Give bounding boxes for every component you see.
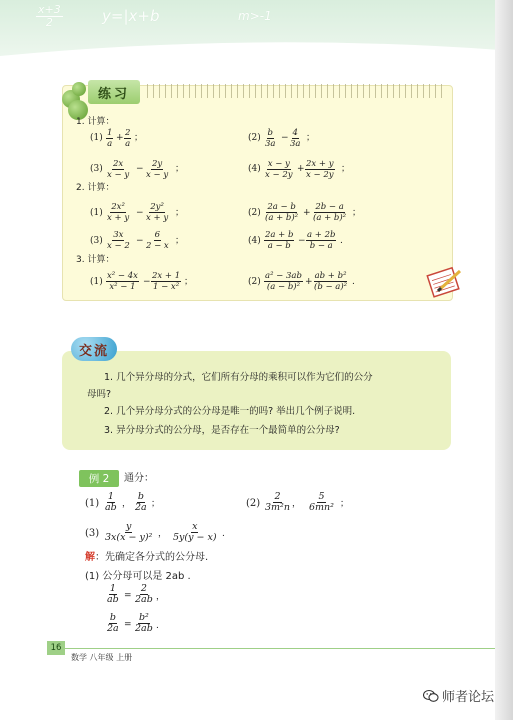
- footer-book-title: 数学 八年级 上册: [71, 653, 133, 662]
- banner-wave: [0, 38, 500, 68]
- q3-1-frac-b: $\frac{2x + 1}{\text{1 − x²}}$: [152, 271, 181, 292]
- q3-2-frac-a: $\frac{\text{a² − 3ab}}{\text{(a − b)²}}$: [265, 271, 302, 292]
- discussion-item-3: 3. 异分母分式的公分母，是否存在一个最简单的公分母?: [104, 425, 340, 436]
- exercise-badge: 练习: [88, 80, 140, 104]
- q1-4-end: ；: [341, 164, 351, 174]
- wechat-icon: [423, 689, 439, 703]
- q1-2-end: ；: [306, 133, 316, 143]
- ex2-1-semi: ；: [151, 499, 161, 509]
- ex2-r2-eq: =: [124, 620, 132, 630]
- q2-3-index: (3): [90, 236, 103, 246]
- discussion-item-1: 1. 几个异分母的分式，它们所有分母的乘积可以作为它们的公分: [104, 372, 373, 383]
- ex2-3-index: (3): [85, 528, 100, 539]
- q3-1-frac-a: $\frac{\text{x² − 4x}}{\text{x² − 1}}$: [107, 271, 138, 292]
- q2-4-op: −: [298, 236, 306, 246]
- q3-2-end: .: [352, 277, 355, 287]
- page-edge: [495, 0, 513, 720]
- q2-2-end: ；: [352, 208, 362, 218]
- ex2-2-comma: ，: [292, 499, 302, 509]
- q1-1-frac-a: $\frac{1}{a}$: [107, 128, 113, 149]
- discussion-badge: 交流: [71, 337, 117, 361]
- ex2-r1-end: ，: [156, 592, 166, 602]
- q1-2-index: (2): [248, 133, 261, 143]
- ex2-1-frac-b: $\frac{b}{2a}$: [135, 491, 147, 513]
- q1-label: 1. 计算：: [76, 117, 115, 127]
- ex2-2-semi: ；: [340, 499, 350, 509]
- exercise-ruler-decoration: [142, 84, 447, 98]
- ex2-r2-frac-b: $\frac{\text{b²}}{2ab}$: [135, 612, 153, 634]
- q3-2-frac-b: $\frac{\text{ab + b²}}{\text{(b − a)²}}$: [314, 271, 348, 292]
- ex2-r1-eq: =: [124, 591, 132, 601]
- q2-3-end: ；: [175, 236, 185, 246]
- q2-4-frac-a: $\frac{2a + b}{a - b}$: [265, 230, 294, 251]
- q2-3-frac-a: $\frac{3x}{x - 2}$: [107, 230, 130, 251]
- q3-2-index: (2): [248, 277, 261, 287]
- q2-2-index: (2): [248, 208, 261, 218]
- q3-1-op: −: [143, 277, 151, 287]
- discussion-item-1-cont: 母吗?: [87, 389, 112, 400]
- q1-4-op: +: [297, 164, 305, 174]
- ex2-2-index: (2): [246, 498, 261, 509]
- q1-2-frac-a: $\frac{b}{3a}$: [265, 128, 276, 149]
- q2-1-end: ；: [175, 208, 185, 218]
- green-ball-icon: [72, 82, 86, 96]
- q3-1-index: (1): [90, 277, 103, 287]
- q3-2-op: +: [305, 277, 313, 287]
- exercise-box: [62, 85, 453, 301]
- q3-label: 3. 计算：: [76, 255, 115, 265]
- q2-2-frac-b: $\frac{2b - a}{\text{(a + b)²}}$: [313, 202, 347, 223]
- ex2-3-frac-b: $\frac{x}{5y(y - x)}$: [173, 521, 217, 543]
- q1-3-frac-a: $\frac{2x}{x - y}$: [107, 159, 130, 180]
- notepad-pencil-icon: [424, 265, 464, 299]
- discussion-item-2: 2. 几个异分母分式的公分母是唯一的吗? 举出几个例子说明.: [104, 406, 356, 417]
- example-badge: 例 2: [79, 470, 119, 487]
- ex2-2-frac-b: $\frac{5}{\text{6mn²}}$: [309, 491, 334, 513]
- q2-4-index: (4): [248, 236, 261, 246]
- watermark: [423, 686, 494, 705]
- q2-2-frac-a: $\frac{2a - b}{\text{(a + b)²}}$: [265, 202, 299, 223]
- ex2-3-dot: .: [222, 529, 225, 539]
- handwritten-inequality: m>-1: [238, 9, 272, 23]
- q2-3-op: −: [136, 236, 144, 246]
- q1-4-index: (4): [248, 164, 261, 174]
- q1-4-frac-a: $\frac{x - y}{x - 2y}$: [265, 159, 293, 180]
- q2-4-end: .: [340, 236, 343, 246]
- footer-rule: [65, 648, 495, 649]
- q2-3-frac-b: $\frac{6}{2 - x}$: [146, 230, 169, 251]
- ex2-r1-frac-b: $\frac{2}{2ab}$: [135, 583, 153, 605]
- q1-1-index: (1): [90, 133, 103, 143]
- ex2-r1-frac-a: $\frac{1}{ab}$: [107, 583, 119, 605]
- handwritten-fraction: x+3 2: [38, 3, 61, 29]
- q1-3-frac-b: $\frac{2y}{x - y}$: [146, 159, 169, 180]
- ex2-r2-frac-a: $\frac{b}{2a}$: [107, 612, 119, 634]
- q1-2-frac-b: $\frac{4}{3a}$: [290, 128, 301, 149]
- ex2-3-frac-a: $\frac{y}{\text{3x(x − y)²}}$: [105, 521, 153, 543]
- ex2-1-comma: ，: [122, 499, 132, 509]
- q2-1-frac-b: $\frac{\text{2y²}}{x + y}$: [146, 202, 169, 223]
- q1-1-op: +: [116, 133, 124, 143]
- q2-1-index: (1): [90, 208, 103, 218]
- q2-2-op: +: [303, 208, 311, 218]
- q2-label: 2. 计算：: [76, 183, 115, 193]
- q1-3-index: (3): [90, 164, 103, 174]
- q3-1-end: ；: [184, 277, 194, 287]
- solution-step-1: (1) 公分母可以是 2ab .: [85, 571, 191, 582]
- ex2-1-frac-a: $\frac{1}{ab}$: [105, 491, 117, 513]
- example-title: 通分：: [124, 473, 154, 484]
- q2-1-frac-a: $\frac{\text{2x²}}{x + y}$: [107, 202, 130, 223]
- ex2-r2-end: .: [156, 621, 159, 631]
- watermark-text: 师者论坛: [442, 690, 495, 705]
- q2-4-frac-b: $\frac{a + 2b}{b - a}$: [307, 230, 336, 251]
- q1-4-frac-b: $\frac{2x + y}{x - 2y}$: [306, 159, 334, 180]
- q1-1-end: ；: [134, 133, 144, 143]
- ex2-1-index: (1): [85, 498, 100, 509]
- page-number: 16: [47, 641, 65, 655]
- q1-3-end: ；: [175, 164, 185, 174]
- q1-2-op: −: [281, 133, 289, 143]
- q1-3-op: −: [136, 164, 144, 174]
- q2-1-op: −: [136, 208, 144, 218]
- ex2-2-frac-a: $\frac{2}{\text{3m²n}}$: [265, 491, 290, 513]
- ex2-3-comma: ，: [158, 529, 168, 539]
- handwritten-equation: y=|x+b: [102, 7, 160, 25]
- q1-1-frac-b: $\frac{2}{a}$: [125, 128, 131, 149]
- solution-line: 解：先确定各分式的公分母.: [85, 552, 209, 563]
